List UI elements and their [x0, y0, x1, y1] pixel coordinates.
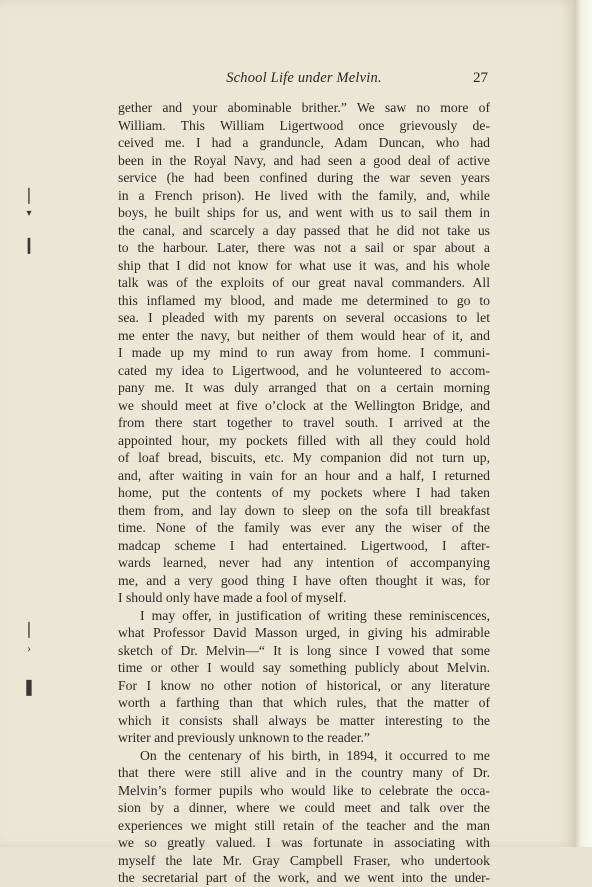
page-edge	[574, 0, 592, 847]
text-line: I made up my mind to run away from home. I communi-	[118, 345, 490, 360]
body-text	[118, 99, 490, 887]
text-line: boys, he built ships for us, and went with us to sail them in	[118, 205, 490, 220]
text-line: ceived me. I had a granduncle, Adam Duncan, who had	[118, 135, 490, 150]
text-line: from there start together to travel south. I arrived at the	[118, 415, 490, 430]
text-line: worth a farthing than that which rules, that the matter of	[118, 695, 490, 710]
margin-mark: ❙	[22, 237, 36, 254]
text-line: me, and a very good thing I have often thought it was, for	[118, 572, 490, 588]
text-line: cated my idea to Ligertwood, and he volunteered to accom-	[118, 362, 490, 378]
text-line: sketch of Dr. Melvin—“ It is long since I vowed that some	[118, 642, 490, 658]
margin-mark: ❘	[22, 621, 36, 638]
text-line: we so greatly valued. I was fortunate in associating with	[118, 835, 490, 850]
text-line: the canal, and scarcely a day passed that he did not take us	[118, 222, 490, 238]
text-line: to the harbour. Later, there was not a sail or spar about a	[118, 240, 490, 255]
text-line: this inflamed my blood, and made me determined to go to	[118, 292, 490, 308]
text-line: pany me. It was duly arranged that on a certain morning	[118, 380, 490, 395]
text-line: sion by a dinner, where we could meet and talk over the	[118, 800, 490, 815]
text-line: gether and your abominable brither.” We saw no more of	[118, 100, 490, 115]
text-line: them from, and lay down to sleep on the sofa till breakfast	[118, 502, 490, 518]
margin-mark: ›	[27, 641, 31, 655]
text-line: I may offer, in justification of writing these reminiscences,	[140, 607, 490, 623]
text-line: time or other I would say something publicly about Melvin.	[118, 660, 490, 675]
text-line: William. This William Ligertwood once grievously de-	[118, 117, 490, 133]
page-number: 27	[473, 70, 488, 86]
text-line: For I know no other notion of historical, or any literature	[118, 677, 490, 693]
text-line: madcap scheme I had entertained. Ligertwood, I after-	[118, 537, 490, 553]
text-line: me enter the navy, but neither of them would hear of it, and	[118, 327, 490, 343]
text-line: Melvin’s former pupils who would like to celebrate the occa-	[118, 782, 490, 798]
text-line: appointed hour, my pockets filled with all they could hold	[118, 432, 490, 448]
text-line: wards learned, never had any intention of accompanying	[118, 555, 490, 570]
text-line: that there were still alive and in the country many of Dr.	[118, 765, 490, 780]
text-line: we should meet at five o’clock at the Wellington Bridge, and	[118, 397, 490, 413]
text-line: which it consists shall always be matter interesting to the	[118, 712, 490, 728]
text-line: myself the late Mr. Gray Campbell Fraser, who undertook	[118, 852, 490, 868]
margin-mark: ▾	[26, 208, 32, 219]
text-line: service (he had been confined during the war seven years	[118, 170, 490, 185]
text-line: and, after waiting in vain for an hour and a half, I returned	[118, 467, 490, 483]
margin-annotations	[22, 0, 38, 847]
text-line: been in the Royal Navy, and had seen a good deal of active	[118, 152, 490, 168]
text-line: On the centenary of his birth, in 1894, it occurred to me	[140, 747, 490, 763]
text-line: ship that I did not know for what use it was, and his whole	[118, 257, 490, 273]
margin-mark: ❘	[22, 187, 36, 204]
text-line: experiences we might still retain of the teacher and the man	[118, 817, 490, 833]
text-line: in a French prison). He lived with the family, and, while	[118, 187, 490, 203]
text-line: what Professor David Masson urged, in giving his admirable	[118, 625, 490, 640]
page-header	[118, 70, 490, 92]
text-line: writer and previously unknown to the reader.”	[118, 730, 371, 745]
text-line: time. None of the family was ever any the wiser of the	[118, 520, 490, 535]
text-line: of loaf bread, biscuits, etc. My companion did not turn up,	[118, 450, 490, 465]
text-line: the secretarial part of the work, and we went into the under-	[118, 870, 490, 885]
margin-mark: ❚	[22, 679, 36, 696]
text-line: talk was of the exploits of our great naval commanders. All	[118, 275, 490, 290]
text-line: sea. I pleaded with my parents on several occasions to let	[118, 310, 490, 325]
text-line: home, put the contents of my pockets where I had taken	[118, 485, 490, 500]
running-title: School Life under Melvin.	[226, 70, 382, 86]
text-line: I should only have made a fool of myself.	[118, 590, 347, 605]
